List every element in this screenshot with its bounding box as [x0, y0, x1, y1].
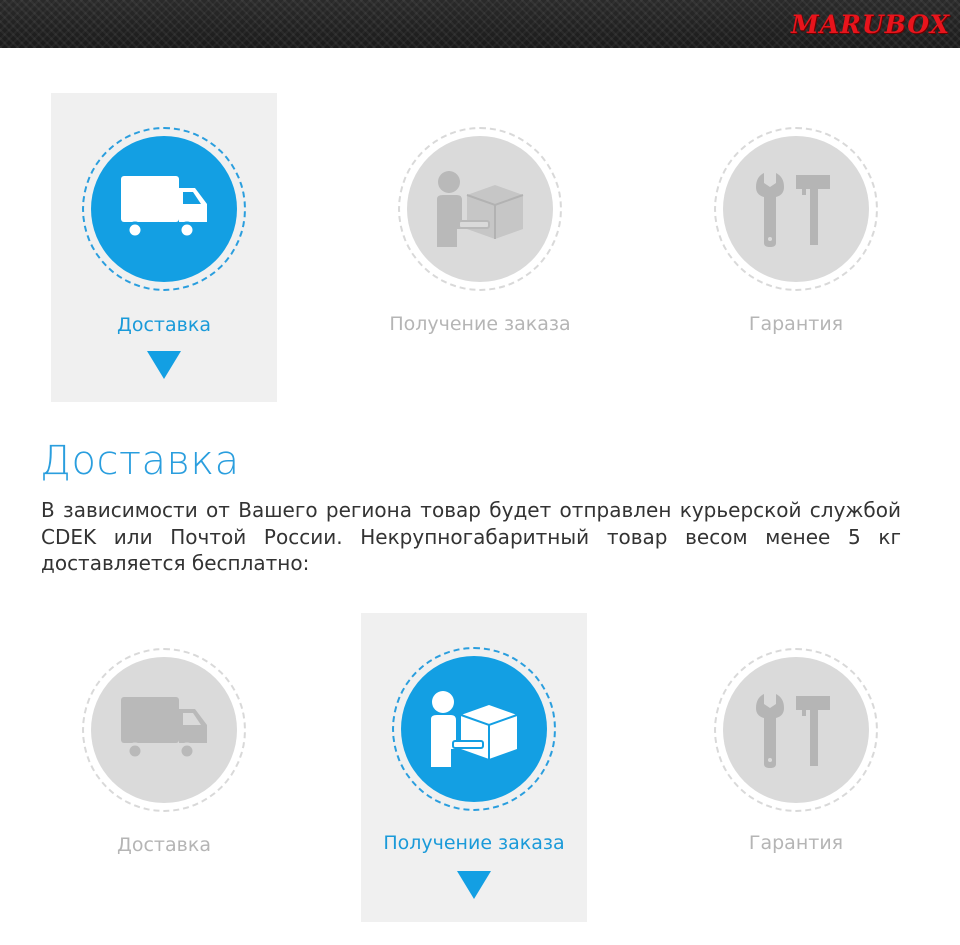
tab-label: Доставка [117, 314, 211, 336]
tab-delivery[interactable] [51, 613, 277, 922]
tab-warranty[interactable] [683, 613, 909, 922]
active-indicator-arrow [147, 351, 181, 379]
warranty-tools-icon [756, 690, 836, 770]
tab-label: Гарантия [748, 313, 844, 335]
tab-delivery[interactable] [51, 93, 277, 402]
tab-label: Гарантия [748, 832, 844, 854]
top-bar [0, 0, 960, 48]
tab-label: Доставка [117, 834, 211, 856]
tab-warranty[interactable] [683, 93, 909, 402]
tab-receive-order[interactable] [361, 613, 587, 922]
section-title: Доставка [40, 438, 240, 484]
delivery-truck-icon [119, 174, 209, 244]
delivery-truck-icon [119, 695, 209, 765]
section-description: В зависимости от Вашего региона товар будет отправлен курьерской службой CDEK или Почтой России. Некрупногабаритный товар весом менее 5 кг доставляется бесплатно: [41, 498, 901, 575]
receive-order-icon [429, 689, 519, 769]
tab-receive-order[interactable] [367, 93, 593, 402]
active-indicator-arrow [457, 871, 491, 899]
brand-logo: MARUBOX [791, 10, 950, 39]
tab-label: Получение заказа [389, 313, 571, 335]
receive-order-icon [435, 169, 525, 249]
tab-label: Получение заказа [383, 832, 565, 854]
warranty-tools-icon [756, 169, 836, 249]
